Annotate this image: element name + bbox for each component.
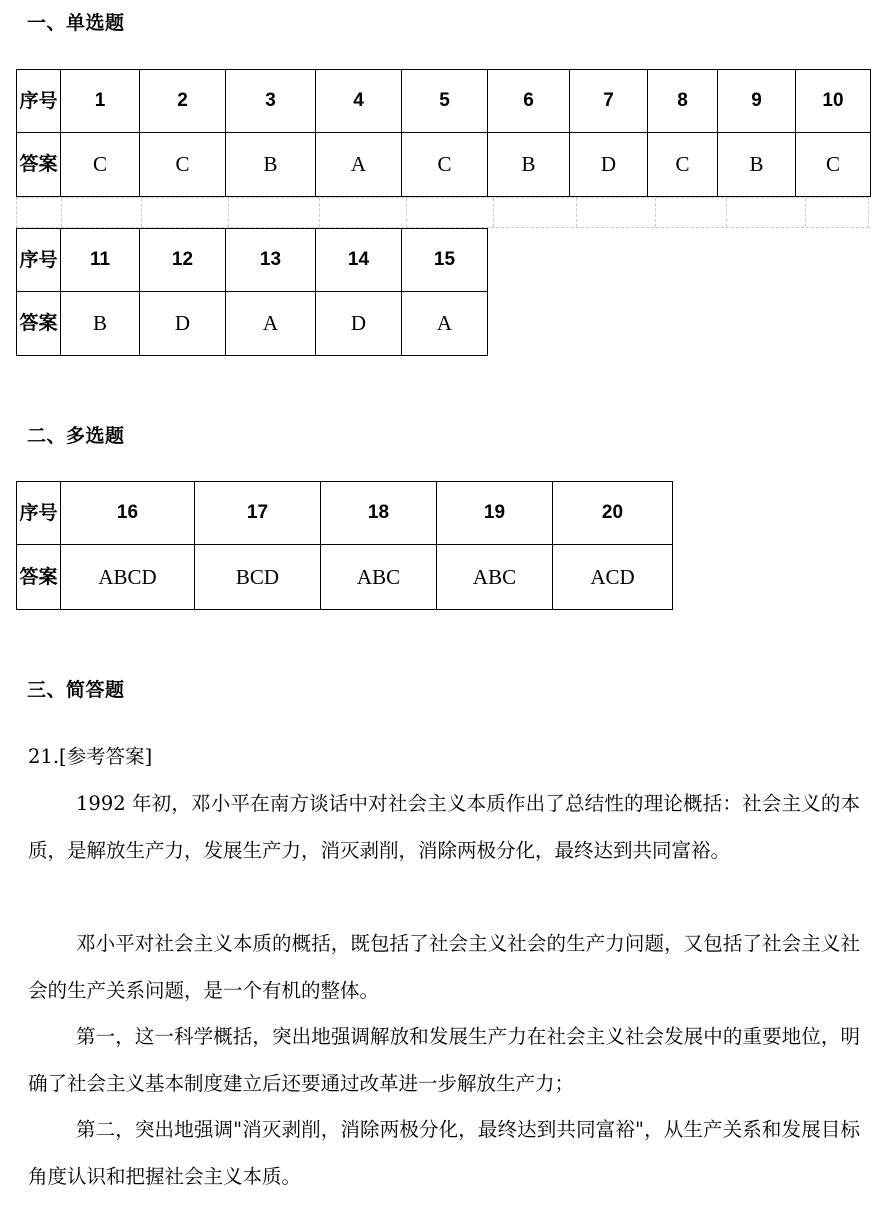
question-number: 9	[718, 70, 796, 133]
question-number: 18	[321, 482, 437, 545]
question-number: 20	[553, 482, 673, 545]
section-heading-short-answer: 三、简答题	[27, 679, 125, 701]
answer-cell: A	[316, 133, 402, 197]
question-number: 12	[140, 229, 226, 292]
answer-cell: ABCD	[61, 545, 195, 610]
number-row	[17, 229, 488, 292]
answer-cell: C	[796, 133, 871, 197]
row-label-number: 序号	[17, 229, 61, 292]
answer-cell: B	[718, 133, 796, 197]
answer-row	[17, 545, 673, 610]
question-number: 11	[61, 229, 140, 292]
question-number: 17	[195, 482, 321, 545]
question-number: 19	[437, 482, 553, 545]
single-choice-table-a	[16, 69, 871, 197]
question-number: 14	[316, 229, 402, 292]
question-number: 2	[140, 70, 226, 133]
number-row	[17, 70, 871, 133]
question-number: 15	[402, 229, 488, 292]
answer-cell: B	[488, 133, 570, 197]
question-number: 13	[226, 229, 316, 292]
answer-cell: BCD	[195, 545, 321, 610]
answer-cell: A	[402, 292, 488, 356]
section-heading-single-choice: 一、单选题	[27, 12, 125, 34]
row-label-number: 序号	[17, 70, 61, 133]
question-number: 5	[402, 70, 488, 133]
answer-cell: C	[402, 133, 488, 197]
question-number: 3	[226, 70, 316, 133]
answer-paragraph: 1992 年初，邓小平在南方谈话中对社会主义本质作出了总结性的理论概括：社会主义的本质，是解放生产力，发展生产力，消灭剥削，消除两极分化，最终达到共同富裕。	[28, 792, 860, 862]
question-number: 4	[316, 70, 402, 133]
answer-cell: B	[61, 292, 140, 356]
answer-paragraph: 邓小平对社会主义本质的概括，既包括了社会主义社会的生产力问题，又包括了社会主义社会的生产关系问题，是一个有机的整体。	[28, 932, 860, 1002]
question-number: 1	[61, 70, 140, 133]
question-number: 10	[796, 70, 871, 133]
answer-cell: D	[570, 133, 648, 197]
answer-cell: C	[61, 133, 140, 197]
answer-cell: ABC	[321, 545, 437, 610]
row-label-answer: 答案	[17, 545, 61, 610]
question-number: 6	[488, 70, 570, 133]
question-reference: 21.[参考答案]	[28, 745, 153, 768]
answer-row	[17, 292, 488, 356]
row-label-answer: 答案	[17, 133, 61, 197]
answer-cell: B	[226, 133, 316, 197]
question-number: 7	[570, 70, 648, 133]
answer-cell: C	[140, 133, 226, 197]
answer-cell: A	[226, 292, 316, 356]
multiple-choice-table	[16, 481, 673, 610]
section-heading-multiple-choice: 二、多选题	[27, 425, 125, 447]
question-number: 8	[648, 70, 718, 133]
answer-row	[17, 133, 871, 197]
answer-paragraph: 第二，突出地强调"消灭剥削，消除两极分化，最终达到共同富裕"，从生产关系和发展目标角度认识和把握社会主义本质。	[28, 1118, 860, 1188]
answer-cell: C	[648, 133, 718, 197]
row-label-number: 序号	[17, 482, 61, 545]
answer-paragraph: 第一，这一科学概括，突出地强调解放和发展生产力在社会主义社会发展中的重要地位，明确了社会主义基本制度建立后还要通过改革进一步解放生产力；	[28, 1025, 860, 1095]
single-choice-table-b	[16, 228, 488, 356]
answer-cell: ABC	[437, 545, 553, 610]
row-label-answer: 答案	[17, 292, 61, 356]
answer-cell: D	[316, 292, 402, 356]
question-number: 16	[61, 482, 195, 545]
table-spacer-row	[16, 197, 869, 228]
answer-cell: ACD	[553, 545, 673, 610]
answer-cell: D	[140, 292, 226, 356]
number-row	[17, 482, 673, 545]
